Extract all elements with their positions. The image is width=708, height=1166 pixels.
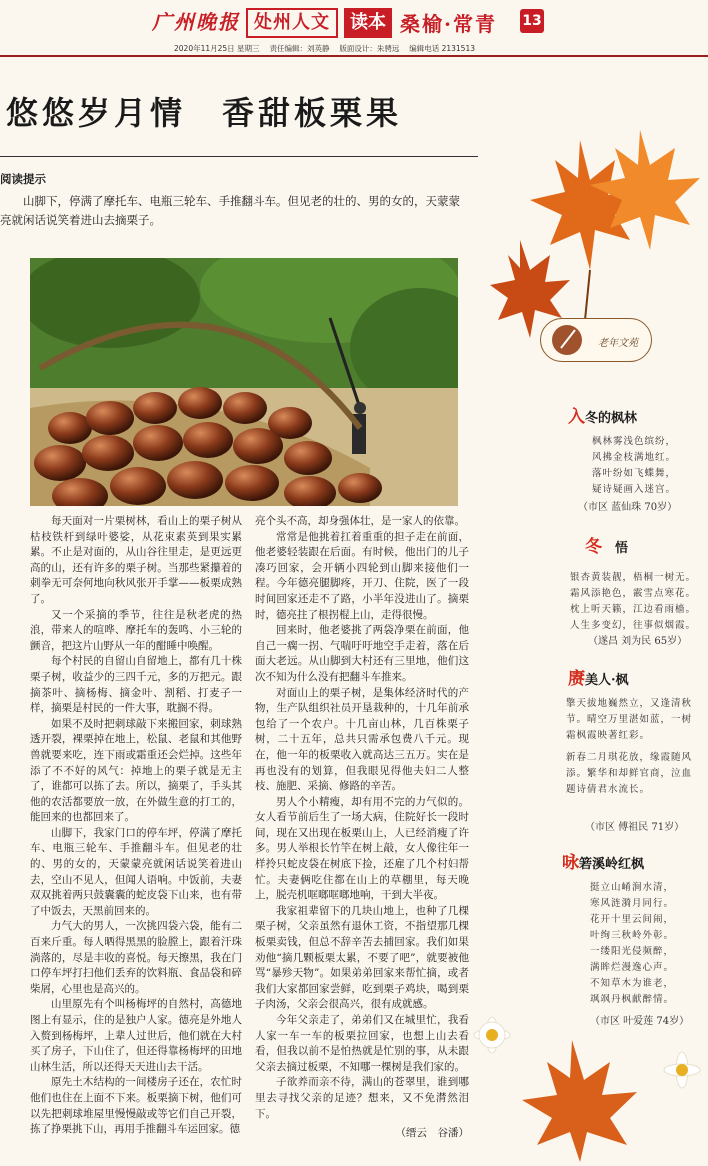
- page-number: 13: [520, 9, 544, 33]
- poem-4-byline: （市区 叶爱莲 74岁）: [590, 1016, 690, 1027]
- article-paragraph: 又一个采摘的季节，往往是秋老虎的热浪，带来人的喧哗、摩托车的轰鸣、小三轮的颤音，把这片山野从一年的酣睡中唤醒。: [30, 608, 242, 652]
- chestnut-photo: [30, 258, 458, 506]
- quill-icon: [547, 320, 587, 360]
- poem-4-body: 挺立山崤涧水清， 寒风涟漪月同行。 花开十里云间闹， 叶绚三秋岭外彰。 一缕阳光侵频醉， 满眸烂漫逸心声。 不知草木为谁老， 飒飒丹枫献醉情。: [590, 882, 675, 1005]
- column-name: 处州人文: [246, 8, 338, 38]
- poem-2-byline: （遂昌 刘为民 65岁）: [588, 636, 688, 647]
- article-paragraph: 回来时，他老婆挑了两袋净栗在前面，他自己一瘸一拐、气喘吁吁地空手走着，落在后面大老远。从山脚到大村还有三里地，他们这次不知为什么没有把翻斗车推来。: [255, 624, 469, 683]
- article-paragraph: 每天面对一片栗树林，看山上的栗子树从枯枝铁杆到绿叶婆娑，从花束素英到果实累累。不止是对面的，从山谷往里走，是更远更高的山，还有许多的栗子树。当那些紧攥着的刺拳无可奈何地向秋风张开手掌——板栗成熟了。: [30, 515, 242, 605]
- paper-name: 广州晚报: [152, 10, 240, 34]
- article-paragraph: 男人个小精瘦，却有用不完的力气似的。女人看节前后生了一场大病，住院好长一段时间，现在又出现在板栗山上，人已经消瘦了许多。男人举根长竹竿在树上敲，女人像往年一样拎只蛇皮袋在树底下捡，还雇了几个村妇帮忙。夫妻俩吃住都在山上的草棚里，每天晚上，脱壳机哐啷哐啷地响，干到大半夜。: [255, 795, 469, 902]
- article-column-2: [255, 514, 469, 1142]
- poem-3-byline: （市区 傅祖民 71岁）: [585, 822, 685, 833]
- badge-label: 老年文苑: [598, 338, 638, 349]
- poem-4-title: 咏箬溪岭红枫: [562, 853, 645, 873]
- dateline: 2020年11月25日 星期三 责任编辑：刘英静 版面设计：朱骋远 编辑电话 2131513: [174, 44, 475, 53]
- article-paragraph: 今年父亲走了，弟弟们又在城里忙，我看人家一车一车的板栗拉回家，也想上山去看看，但我以前不是怕热就是忙别的事，从未跟父亲去摘过板栗，不知哪一棵树是我们家的。: [255, 1014, 469, 1073]
- article-paragraph: 常常是他挑着扛着重重的担子走在前面，他老婆轻装跟在后面。有时候，他出门的儿子凑巧回家，会开辆小四轮到山脚来接他们一程。今年德亮腿脚疼，开刀、住院，医了一段时间回家还走不了路，小半年没进山了。摘栗时，德亮拄了根拐棍上山，走得很慢。: [255, 530, 469, 621]
- intro-text: 山脚下，停满了摩托车、电瓶三轮车、手推翻斗车。但见老的壮的、男的女的，天蒙蒙亮就闲话说笑着进山去摘栗子。: [0, 194, 460, 227]
- masthead-rule: [0, 55, 708, 57]
- title-rule: [0, 156, 478, 157]
- article-paragraph: 我家祖辈留下的几块山地上，也种了几棵栗子树，父亲虽然有退休工资，不指望那几棵板栗卖钱，但总不辞辛苦去捕回家。我们如果劝他“摘几颗板栗太累，不要了吧”，就要被他骂“暴殄天物”。如果弟弟回家来帮忙摘，或者我们大家都回家尝鲜，吃到栗子鸡块，喝到栗子肉汤，父亲会很高兴，很有成就感。: [255, 904, 469, 1011]
- article-title: 悠悠岁月情 香甜板栗果: [6, 94, 403, 132]
- article-paragraph: 对面山上的栗子树，是集体经济时代的产物，生产队组织社员开垦栽种的，十几年前承包给了一个农户。十几亩山林，几百株栗子树，二十五年，总共只需承包费八千元。现在，他一年的板栗收入就高达三五万。实在是再也没有的划算，但我眼见得他夫妇二人整枝、施肥、采摘、修路的辛苦。: [255, 686, 469, 793]
- reader-label: 读本: [344, 8, 392, 38]
- poem-1-title: 入冬的枫林: [568, 407, 638, 427]
- article-paragraph: 每个村民的自留山自留地上，都有几十株栗子树，收益少的三四千元，多的万把元。跟摘茶叶、摘杨梅、摘金叶、割稻、打麦子一样，摘栗是村民的一件大事，耽搁不得。: [30, 655, 242, 715]
- poem-1-byline: （市区 蓝仙珠 70岁）: [578, 502, 678, 513]
- article-paragraph: 山里原先有个叫杨梅坪的自然村，高德地图上有显示，住的是独户人家。德亮是外地人入赘到杨梅坪，上辈人过世后，他们就在大村买了房子，下山住了，但还得靠杨梅坪的田地山林生活，所以还得天天进山去干活。: [30, 998, 242, 1073]
- poem-2-body: 银杏黄装靓，梧桐一树无。 霜风添艳色，霰雪点寒花。 枕上听天籁，江边看雨樯。 人生多变幻，往事似烟霞。: [570, 572, 697, 631]
- daisy-leaf-illustration: [452, 1000, 708, 1162]
- poem-3-body: 擎天拔地巍然立，又逢清秋节。晴空万里湛如蓝，一树霜枫霞映著红彩。 新春二月琪花放，缘霞随风添。繁华和却鲜官商，泣血题诗倩君水流长。: [566, 698, 693, 795]
- author-byline: （缙云 谷潘）: [395, 1127, 469, 1140]
- poem-3-title: 赓美人·枫: [568, 669, 629, 689]
- article-paragraph: 山脚下，我家门口的停车坪，停满了摩托车、电瓶三轮车、手推翻斗车。但见老的壮的、男的女的，天蒙蒙亮就闲话说笑着进山去，空山不见人，但闻人语响。中饭前，夫妻双双挑着两只鼓囊囊的蛇皮袋下山来，也有带了中饭去，天黑前回来的。: [30, 826, 242, 917]
- section-title: 桑榆·常青: [400, 12, 497, 36]
- article-paragraph: 原先土木结构的一间楼房子还在，农忙时他们也住在上面不下来。板栗摘下树，他们可以先把刺球堆屋里慢慢敲或等它们自己开裂，拣了挣栗挑下山，再用手推翻斗车运回家。德: [30, 1076, 242, 1136]
- poem-2-title: 冬 悟: [585, 537, 629, 557]
- intro-label: 阅读提示: [0, 172, 46, 186]
- article-paragraph: 子欲养而亲不待，满山的苍翠里，谁到哪里去寻找父亲的足迹？想来，又不免潸然泪下。: [255, 1076, 469, 1120]
- poem-1-body: 枫林雾浅色缤纷， 风拂金枝满地红。 落叶纷如飞蝶舞， 疑诗疑画入迷宫。: [592, 436, 677, 495]
- article-paragraph: 如果不及时把刺球敲下来搬回家，刺球熟透开裂，裸栗掉在地上，松鼠、老鼠和其他野兽就要来吃，连下雨或霜重还会烂掉。这些年添了不不好的风气：掉地上的栗子就是无主了，谁都可以拣了去。所以，摘栗了，手头其他的农活都要放一放，在外做生意的打工的，能回来的也都回来了。: [30, 717, 242, 824]
- article-paragraph: 力气大的男人，一次挑四袋六袋，能有二百来斤重。每人晒得黑黑的脸膛上，跟着汗珠淌落的，尽是丰收的喜悦。每天擦黑，我在门口停车坪打扫他们丢弃的饮料瓶、食品袋和碎柴屑，心里也是高兴的。: [30, 920, 242, 995]
- article-paragraph: 亮个头不高，却身强体壮，是一家人的依靠。: [255, 515, 465, 527]
- article-column-1: [30, 514, 242, 1138]
